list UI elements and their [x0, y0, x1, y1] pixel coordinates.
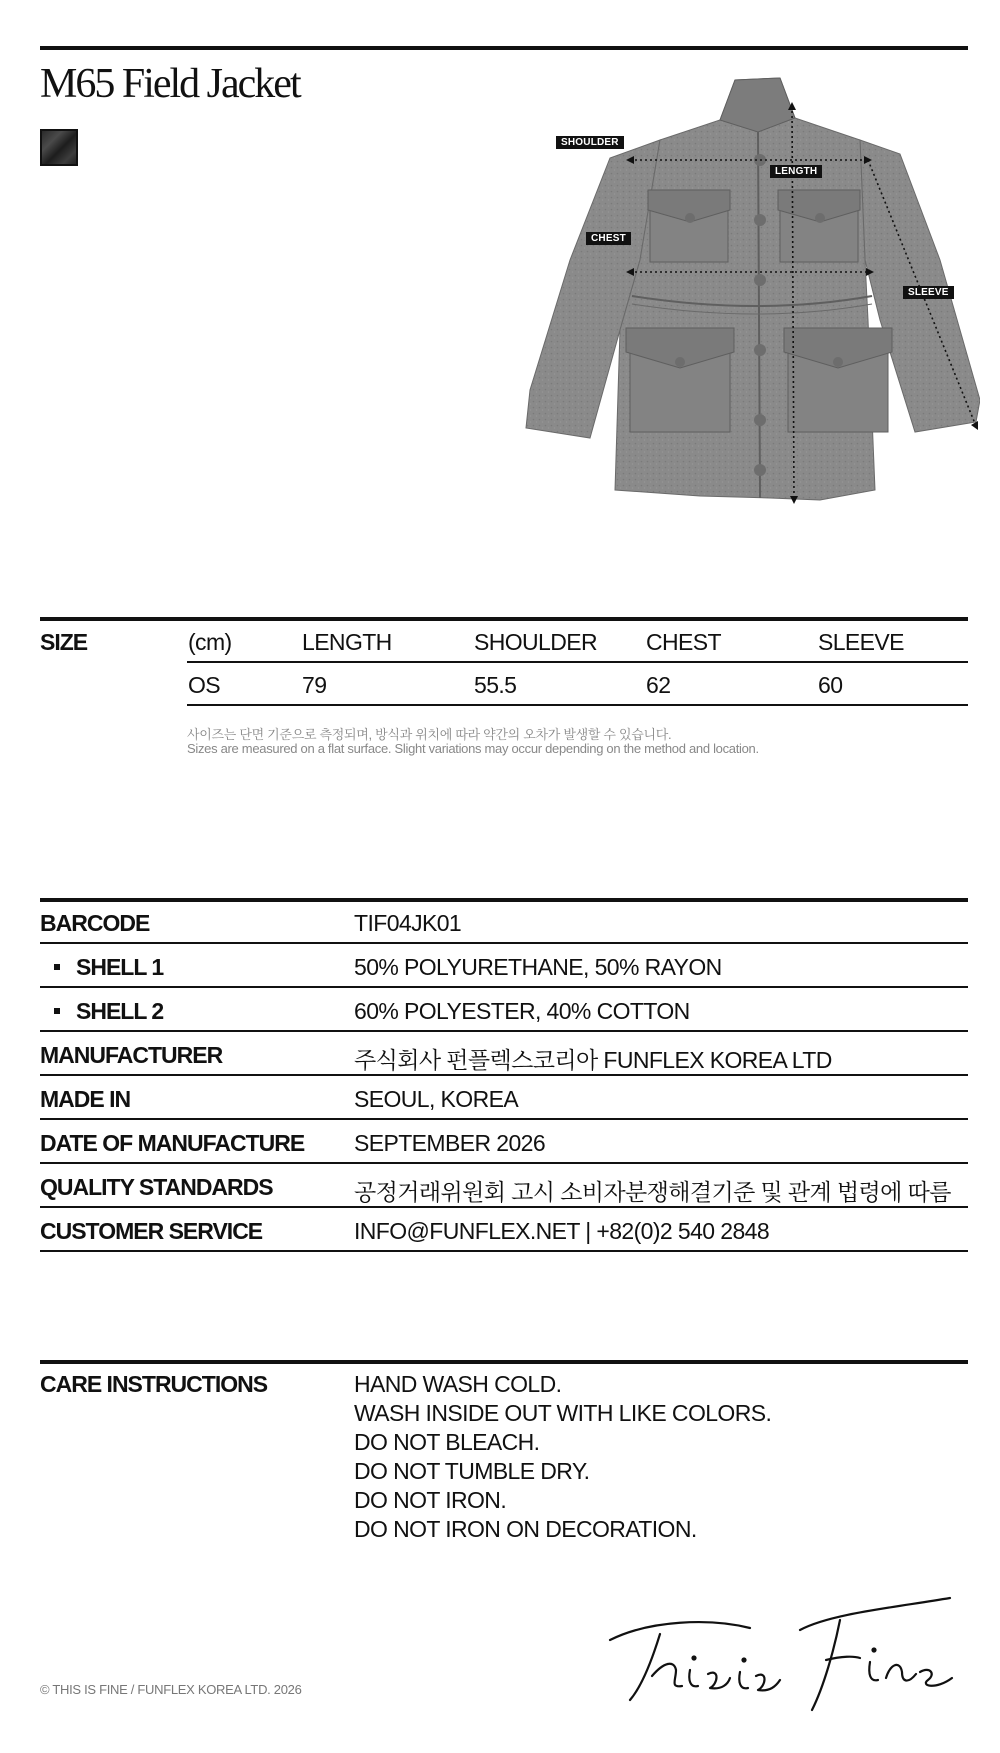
quality-standards-label: QUALITY STANDARDS	[40, 1174, 273, 1200]
list-item: DO NOT BLEACH.	[354, 1429, 540, 1455]
product-title: M65 Field Jacket	[40, 61, 300, 107]
size-header-shoulder: SHOULDER	[474, 629, 598, 655]
copyright-text: © THIS IS FINE / FUNFLEX KOREA LTD. 2026	[40, 1682, 302, 1697]
size-cell-shoulder: 55.5	[474, 672, 517, 698]
size-note-english: Sizes are measured on a flat surface. Slight variations may occur depending on the method and location.	[187, 741, 759, 756]
size-table-bottom-rule	[187, 704, 968, 706]
shell-1-label: SHELL 1	[76, 954, 164, 980]
shell-1-value: 50% POLYURETHANE, 50% RAYON	[354, 954, 722, 980]
care-instructions-list	[354, 1370, 771, 1544]
info-table-top-rule	[40, 898, 968, 902]
made-in-value: SEOUL, KOREA	[354, 1086, 519, 1112]
color-swatch[interactable]	[40, 129, 78, 166]
info-divider	[40, 942, 968, 944]
made-in-label: MADE IN	[40, 1086, 131, 1112]
info-divider	[40, 1206, 968, 1208]
date-of-manufacture-label: DATE OF MANUFACTURE	[40, 1130, 305, 1156]
list-item: DO NOT IRON.	[354, 1487, 507, 1513]
care-instructions-label: CARE INSTRUCTIONS	[40, 1371, 268, 1397]
signature-logo-icon	[590, 1590, 970, 1720]
jacket-measurement-diagram	[520, 70, 980, 510]
list-item: WASH INSIDE OUT WITH LIKE COLORS.	[354, 1400, 772, 1426]
info-divider	[40, 1162, 968, 1164]
quality-standards-value: 공정거래위원회 고시 소비자분쟁해결기준 및 관계 법령에 따름	[354, 1179, 951, 1205]
size-header-sleeve: SLEEVE	[818, 629, 904, 655]
size-table-mid-rule	[187, 661, 968, 663]
care-top-rule	[40, 1360, 968, 1364]
info-table-bottom-rule	[40, 1250, 968, 1252]
shell-2-value: 60% POLYESTER, 40% COTTON	[354, 998, 690, 1024]
size-note-korean: 사이즈는 단면 기준으로 측정되며, 방식과 위치에 따라 약간의 오차가 발생할 수 있습니다.	[187, 727, 672, 742]
sleeve-label: SLEEVE	[903, 286, 954, 299]
customer-service-label: CUSTOMER SERVICE	[40, 1218, 263, 1244]
bullet-icon	[54, 1008, 60, 1014]
shell-2-label: SHELL 2	[76, 998, 164, 1024]
list-item: DO NOT IRON ON DECORATION.	[354, 1516, 697, 1542]
customer-service-value[interactable]: INFO@FUNFLEX.NET | +82(0)2 540 2848	[354, 1218, 770, 1244]
size-table-top-rule	[40, 617, 968, 621]
manufacturer-label: MANUFACTURER	[40, 1042, 223, 1068]
barcode-label: BARCODE	[40, 910, 150, 936]
length-label: LENGTH	[770, 165, 822, 178]
info-divider	[40, 986, 968, 988]
shoulder-label: SHOULDER	[556, 136, 624, 149]
size-cell-chest: 62	[646, 672, 671, 698]
info-divider	[40, 1118, 968, 1120]
bullet-icon	[54, 964, 60, 970]
size-header-unit: (cm)	[188, 629, 232, 655]
size-header-chest: CHEST	[646, 629, 721, 655]
info-divider	[40, 1074, 968, 1076]
size-cell-size: OS	[188, 672, 221, 698]
top-rule	[40, 46, 968, 50]
size-header-length: LENGTH	[302, 629, 392, 655]
list-item: DO NOT TUMBLE DRY.	[354, 1458, 590, 1484]
manufacturer-value: 주식회사 펀플렉스코리아 FUNFLEX KOREA LTD	[354, 1047, 832, 1073]
size-section-label: SIZE	[40, 629, 88, 655]
barcode-value: TIF04JK01	[354, 910, 462, 936]
size-cell-length: 79	[302, 672, 327, 698]
size-cell-sleeve: 60	[818, 672, 843, 698]
info-divider	[40, 1030, 968, 1032]
chest-label: CHEST	[586, 232, 631, 245]
list-item: HAND WASH COLD.	[354, 1371, 562, 1397]
date-of-manufacture-value: SEPTEMBER 2026	[354, 1130, 546, 1156]
